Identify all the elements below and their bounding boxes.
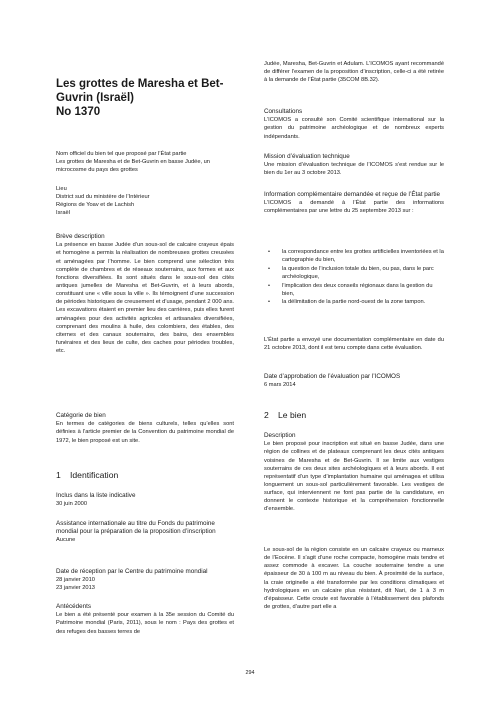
lieu-heading: Lieu — [56, 186, 67, 192]
date-value: 28 janvier 2010 — [56, 577, 95, 584]
bullet-icon: • — [268, 299, 270, 306]
breve-text: La présence en basse Judée d’un sous-sol de calcaire crayeux épais et homogène a permis la réalisation de nombreuses grottes creusées et aménagées par l’homme. Le bien comprend une sélection très complète de chambres et de réseaux souterrains, aux formes et aux fonctions diversifiées. Ils sont situés dans le sous-sol des cités antiques jumelles de Maresha et Bet-Guvrin, et à leurs abords, constituant une « ville sous la ville ». Ils témoignent d’une succession de périodes historiques de creusement et d’usage, pendant 2 000 ans. Les excavations étaient en premier lieu des carrières, puis elles furent aménagées pour des activités agricoles et artisanales diversifiées, comprenant des moulins à huile, des colombiers, des étables, des citernes et des canaux souterrains, des bains, des ensembles funéraires et des lieux de culte, des caches pour périodes troubles, etc. — [56, 242, 234, 355]
section-2-number: 2 — [264, 410, 269, 420]
description-section-2 — [264, 546, 444, 611]
nom-section — [56, 150, 234, 174]
approbation-section — [264, 373, 444, 389]
lieu-line: District sud du ministère de l’Intérieur — [56, 194, 150, 201]
inclus-heading: Inclus dans la liste indicative — [56, 492, 136, 499]
section-1-number: 1 — [56, 470, 61, 480]
list-item: • la délimitation de la partie nord-ouest de la zone tampon. — [268, 299, 426, 306]
antecedents-heading: Antécédents — [56, 603, 92, 610]
consultations-text: L’ICOMOS a consulté son Comité scientifique international sur la gestion du patrimoine archéologique et de nombreux experts indépendants. — [264, 117, 444, 140]
lieu-section — [56, 185, 234, 218]
nom-heading: Nom officiel du bien tel que proposé par l’État partie — [56, 151, 187, 157]
information-section — [264, 191, 444, 216]
bullet-icon: • — [268, 282, 270, 289]
approbation-value: 6 mars 2014 — [264, 382, 296, 389]
section-2-heading — [264, 410, 444, 421]
antecedents-continued — [264, 60, 444, 84]
document-title: Les grottes de Maresha et Bet-Guvrin (Israël) No 1370 — [56, 78, 224, 118]
categorie-section — [56, 412, 234, 445]
mission-heading: Mission d’évaluation technique — [264, 153, 350, 160]
nom-value: Les grottes de Maresha et de Bet-Guvrin en basse Judée, un microcosme du pays des grottes — [56, 159, 210, 174]
assistance-heading: Assistance internationale au titre du Fonds du patrimoine mondial pour la préparation de la proposition d’inscription — [56, 520, 216, 536]
mission-text: Une mission d’évaluation technique de l’ICOMOS s’est rendue sur le bien du 1er au 3 octobre 2013. — [264, 162, 444, 177]
bullet-icon: • — [268, 265, 270, 272]
info-bullet-list — [264, 248, 444, 307]
date-reception-section — [56, 568, 234, 593]
list-item: • la correspondance entre les grottes artificielles inventoriées et la cartographie du bien, — [268, 249, 444, 264]
lieu-line: Israël — [56, 210, 70, 217]
date-value: 23 janvier 2013 — [56, 585, 95, 592]
description-paragraph: Le bien proposé pour inscription est situé en basse Judée, dans une région de collines et de plateaux comprenant les deux cités antiques voisines de Maresha et de Bet-Guvrin. Il se limite aux vestiges souterrains de ces deux sites archéologiques et à leurs abords. Il est représentatif d’un type d’implantation humaine qui aménagea et utilisa longuement un sous-sol particulièrement favorable. Les vestiges de surface, qui interviennent ne font pas partie de la candidature, en donnent le contexte historique et la compréhension fonctionnelle d’ensemble. — [264, 441, 444, 513]
antecedents-text: Le bien a été présenté pour examen à la 35e session du Comité du Patrimoine mondial (Paris, 2011), sous le nom : Pays des grottes et des refuges des basses terres de — [56, 612, 234, 635]
list-item: • la question de l’inclusion totale du bien, ou pas, dans le parc archéologique, — [268, 265, 434, 280]
page-number: 294 — [245, 670, 255, 676]
envoi-text: L’État partie a envoyé une documentation complémentaire en date du 21 octobre 2013, dont il est tenu compte dans cette évaluation. — [264, 337, 444, 352]
assistance-section — [56, 520, 234, 545]
inclus-section — [56, 492, 234, 508]
categorie-heading: Catégorie de bien — [56, 412, 106, 419]
lieu-line: Régions de Yoav et de Lachish — [56, 202, 135, 209]
antecedents-continued-text: Judée, Maresha, Bet-Guvrin et Adulam. L’ICOMOS ayant recommandé de différer l’examen de la proposition d’inscription, celle-ci a été retirée à la demande de l’État partie (35COM 8B.32). — [264, 61, 444, 84]
antecedents-section — [56, 603, 234, 636]
consultations-heading: Consultations — [264, 108, 303, 115]
description-section — [264, 432, 444, 514]
envoi-section — [264, 336, 444, 352]
mission-section — [264, 153, 444, 178]
breve-description-section — [56, 233, 234, 355]
list-item: • l’implication des deux conseils régionaux dans la gestion du bien, — [268, 282, 433, 297]
bullet-icon: • — [268, 249, 270, 255]
breve-heading: Brève description — [56, 233, 105, 240]
date-heading: Date de réception par le Centre du patrimoine mondial — [56, 568, 208, 575]
info-heading: Information complémentaire demandée et reçue de l’État partie — [264, 191, 441, 198]
section-1-title: Identification — [70, 470, 119, 480]
consultations-section — [264, 108, 444, 141]
description-paragraph: Le sous-sol de la région consiste en un calcaire crayeux ou marneux de l’Eocène. Il s’agit d’une roche compacte, homogène mais tendre et assez commode à excaver. La couche souterraine tendre a une épaisseur de 30 à 100 m au niveau du bien. À proximité de la surface, la craie originelle a été transformée par les conditions climatiques et hydrologiques en un calcaire plus résistant, dit Nari, de 1 à 3 m d’épaisseur. Cette croute est favorable à l’établissement des plafonds de grottes, d’autre part elle a — [264, 547, 444, 611]
categorie-text: En termes de catégories de biens culturels, telles qu’elles sont définies à l’article premier de la Convention du patrimoine mondial de 1972, le bien proposé est un site. — [56, 421, 234, 444]
info-text: L’ICOMOS a demandé à l’État partie des informations complémentaires par une lettre du 25 septembre 2013 sur : — [264, 200, 444, 215]
section-2-title: Le bien — [278, 410, 307, 420]
assistance-value: Aucune — [56, 537, 76, 544]
section-1-heading — [56, 470, 234, 481]
inclus-value: 30 juin 2000 — [56, 501, 87, 508]
approbation-heading: Date d’approbation de l’évaluation par l’ICOMOS — [264, 373, 401, 380]
description-heading: Description — [264, 432, 296, 439]
